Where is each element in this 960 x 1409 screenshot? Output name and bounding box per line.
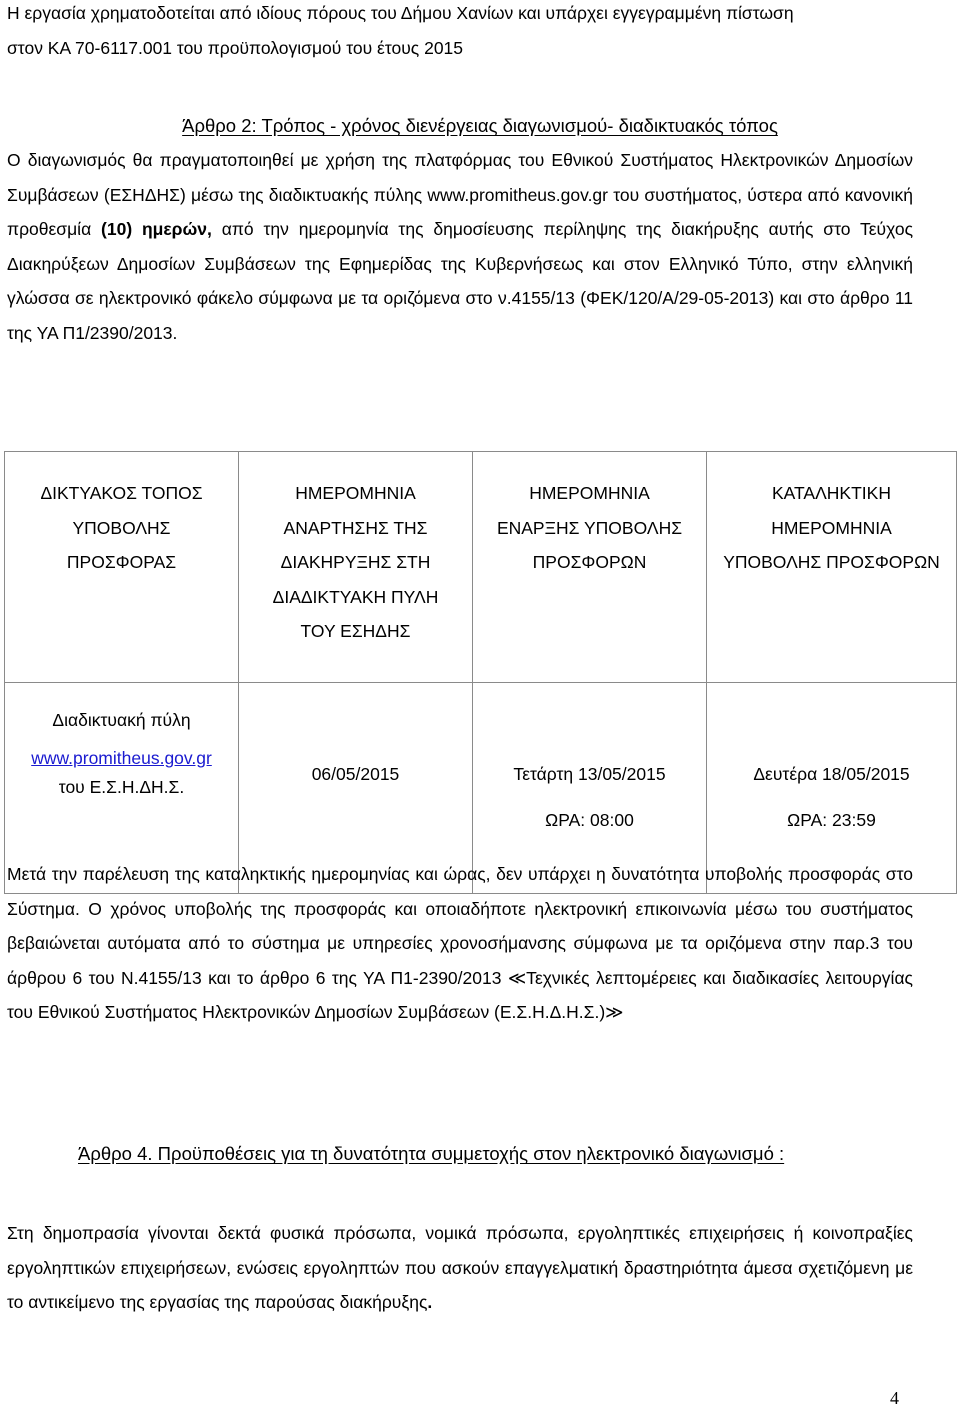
header-publication-line: ΔΙΑΚΗΡΥΞΗΣ ΣΤΗ — [280, 552, 431, 572]
header-portal — [5, 452, 239, 683]
header-portal-line: ΠΡΟΣΦΟΡΑΣ — [66, 552, 177, 572]
promitheus-link[interactable]: www.promitheus.gov.gr — [427, 184, 608, 205]
start-date: Τετάρτη 13/05/2015 — [513, 764, 666, 784]
portal-link[interactable]: www.promitheus.gov.gr — [31, 747, 212, 768]
submission-deadline-paragraph: Μετά την παρέλευση της καταληκτικής ημερομηνίας και ώρας, δεν υπάρχει η δυνατότητα υποβολής προσφοράς στο Σύστημα. Ο χρόνος υποβολής της προσφοράς και οποιαδήποτε ηλεκτρονική επικοινωνία μέσω του συστήματος βεβαιώνεται αυτόματα από το σύστημα με υπηρεσίες χρονοσήμανσης σύμφωνα με τα οριζόμενα στην παρ.3 του άρθρου 6 του Ν.4155/13 και το άρθρο 6 της ΥΑ Π1-2390/2013 ≪Τεχνικές λεπτομέρειες και διαδικασίες λειτουργίας του Εθνικού Συστήματος Ηλεκτρονικών Δημοσίων Συμβάσεων (Ε.Σ.Η.Δ.Η.Σ.)≫ — [7, 864, 913, 1022]
header-publication-date — [239, 452, 473, 683]
deadline-days: (10) ημερών, — [101, 219, 212, 239]
header-end-line: ΥΠΟΒΟΛΗΣ ΠΡΟΣΦΟΡΩΝ — [723, 552, 940, 572]
header-start-line: ΠΡΟΣΦΟΡΩΝ — [532, 552, 647, 572]
header-publication-line: ΗΜΕΡΟΜΗΝΙΑ — [295, 483, 416, 503]
end-date: Δευτέρα 18/05/2015 — [753, 764, 910, 784]
page-number: 4 — [890, 1388, 899, 1408]
header-end-date — [707, 452, 957, 683]
article-2-text-1: Ο διαγωνισμός θα πραγματοποιηθεί με χρήση της πλατφόρμας του Εθνικού Συστήματος Ηλεκτρονικών Δημοσίων Συμβάσεων (ΕΣΗΔΗΣ) μέσω της διαδικτυακής πύλης — [7, 150, 913, 205]
header-publication-line: ΔΙΑΔΙΚΤΥΑΚΗ ΠΥΛΗ — [272, 586, 439, 607]
article-2-text-3: από την ημερομηνία της δημοσίευσης περίληψης της διακήρυξης αυτής στο Τεύχος Διακηρύξεων Δημοσίων Συμβάσεων της Εφημερίδας της Κυβερνήσεως και στον Ελληνικό Τύπο, στην ελληνική γλώσσα σε ηλεκτρονικό φάκελο σύμφωνα με τα οριζόμενα στο ν.4155/13 (ΦΕΚ/120/Α/29-05-2013) και στο άρθρο 11 της ΥΑ Π1/2390/2013. — [7, 219, 914, 343]
start-time: ΩΡΑ: 08:00 — [545, 809, 634, 830]
article-4-text: Στη δημοπρασία γίνονται δεκτά φυσικά πρόσωπα, νομικά πρόσωπα, εργοληπτικές επιχειρήσεις ή κοινοπραξίες εργοληπτικών επιχειρήσεων, ενώσεις εργοληπτών που ασκούν επαγγελματική δραστηριότητα άμεσα σχετιζόμενη με το αντικείμενο της εργασίας της παρούσας διακήρυξης — [7, 1223, 913, 1312]
article-2-text-2: του συστήματος, ύστερα από κανονική προθεσμία — [7, 184, 913, 239]
article-2-paragraph — [7, 143, 913, 350]
portal-label: Διαδικτυακή πύλη — [52, 710, 191, 730]
schedule-header-row — [5, 452, 957, 683]
header-end-line: ΗΜΕΡΟΜΗΝΙΑ — [771, 517, 892, 538]
header-end-line: ΚΑΤΑΛΗΚΤΙΚΗ — [772, 483, 891, 503]
portal-owner: του Ε.Σ.Η.ΔΗ.Σ. — [58, 776, 185, 797]
header-start-date — [473, 452, 707, 683]
header-portal-line: ΥΠΟΒΟΛΗΣ — [72, 517, 171, 538]
article-4-heading: Άρθρο 4. Προϋποθέσεις για τη δυνατότητα συμμετοχής στον ηλεκτρονικό διαγωνισμό : — [78, 1143, 785, 1164]
publication-date: 06/05/2015 — [311, 764, 400, 784]
funding-line-1: Η εργασία χρηματοδοτείται από ιδίους πόρους του Δήμου Χανίων και υπάρχει εγγεγραμμένη πίστωση — [7, 3, 794, 23]
header-publication-line: ΑΝΑΡΤΗΣΗΣ ΤΗΣ — [283, 517, 428, 538]
header-start-line: ΕΝΑΡΞΗΣ ΥΠΟΒΟΛΗΣ — [496, 517, 683, 538]
funding-line-2: στον ΚΑ 70-6117.001 του προϋπολογισμού του έτους 2015 — [7, 37, 464, 58]
schedule-table — [4, 451, 957, 894]
header-publication-line: ΤΟΥ ΕΣΗΔΗΣ — [300, 621, 411, 641]
header-portal-line: ΔΙΚΤΥΑΚΟΣ ΤΟΠΟΣ — [40, 483, 203, 503]
funding-paragraph — [7, 0, 913, 65]
article-4-end: . — [427, 1292, 433, 1312]
article-2-heading: Άρθρο 2: Τρόπος - χρόνος διενέργειας διαγωνισμού- διαδικτυακός τόπος — [182, 115, 778, 136]
article-4-paragraph — [7, 1216, 913, 1320]
end-time: ΩΡΑ: 23:59 — [787, 809, 876, 830]
header-start-line: ΗΜΕΡΟΜΗΝΙΑ — [529, 483, 650, 503]
